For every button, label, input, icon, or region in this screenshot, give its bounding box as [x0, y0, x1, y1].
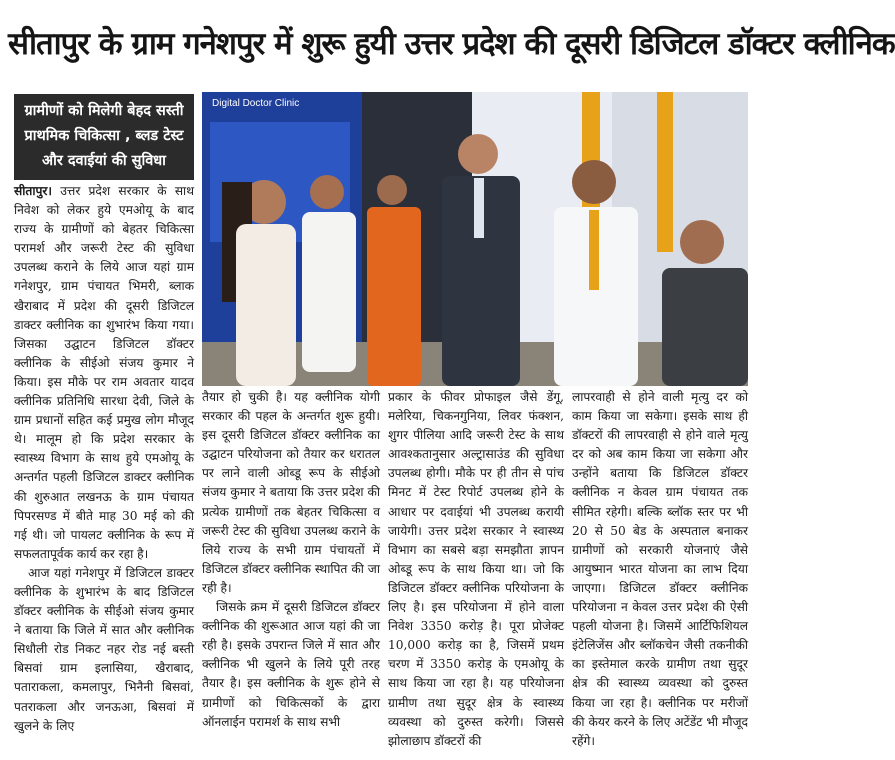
article-column-3	[388, 388, 564, 758]
article-text: उत्तर प्रदेश सरकार के साथ निवेश को लेकर हुये एमओयू के बाद राज्य के ग्रामीणों को बेहतर चिकित्सा परामर्श और जरूरी टेस्ट की सुविधा उपलब्ध कराने के लिये आज यहां ग्राम गनेशपुर, ग्राम पंचायत भिमरी, ब्लाक खैराबाद में प्रदेश की दूसरी डिजिटल डाक्टर क्लीनिक का शुभारंभ किया गया। जिसका उद्घाटन डिजिटल डॉक्टर क्लीनिक के सीईओ संजय कुमार ने किया। इस मौके पर राम अवतार यादव क्लीनिक प्रतिनिधि सारधा देवी, जिले के ग्राम प्रधानों सहित कई प्रमुख लोग मौजूद थे। मालूम हो कि प्रदेश सरकार के स्वास्थ्य विभाग के साथ हुये एमओयू के अन्तर्गत पहली डिजिटल डाक्टर क्लीनिक की शुरुआत लखनऊ के ग्राम पंचायत पिपरसण्ड में बीते माह 30 मई को की गई थी। जो पायलट क्लीनिक के रूप में सफलतापूर्वक कार्य कर रहा है।	[14, 184, 194, 561]
article-paragraph	[14, 182, 194, 564]
article-paragraph: आज यहां गनेशपुर में डिजिटल डाक्टर क्लीनिक के शुभारंभ के बाद डिजिटल डॉक्टर क्लीनिक के सीईओ संजय कुमार ने बताया कि जिले में सात और क्लीनिक सिधौली रोड निकट नहर रोड नई बस्ती बिसवां ग्राम इलासिया, खैराबाद, पताराकला, कमलापुर, भिनैनी बिसवां, पतराकला और जनऊआ, बिसवां में खुलने के लिए	[14, 565, 194, 733]
article-column-4	[572, 388, 748, 758]
photo-illustration	[202, 92, 748, 386]
article-column-2	[202, 388, 380, 758]
headline: सीतापुर के ग्राम गनेशपुर में शुरू हुयी उत्तर प्रदेश की दूसरी डिजिटल डॉक्टर क्लीनिक	[8, 26, 895, 62]
dateline: सीतापुर।	[14, 184, 53, 198]
article-paragraph: तैयार हो चुकी है। यह क्लीनिक योगी सरकार की पहल के अन्तर्गत शुरू हुयी। इस दूसरी डिजिटल डॉक्टर क्लीनिक का उद्घाटन परियोजना को तैयार कर धरातल पर लाने वाली ओब्डू रूप के सीईओ संजय कुमार ने बताया कि उत्तर प्रदेश की प्रत्येक ग्रामीणों तक बेहतर चिकित्सा व जरूरी टेस्ट की सुविधा उपलब्ध कराने के लिये राज्य के सभी ग्राम पंचायतों में डिजिटल डॉक्टर क्लीनिक स्थापित की जा रही है।	[202, 390, 380, 595]
photo-marigold-right	[657, 92, 673, 252]
article-column-1	[14, 182, 194, 758]
article-paragraph: प्रकार के फीवर प्रोफाइल जैसे डेंगू, मलेरिया, चिकनगुनिया, लिवर फंक्शन, शुगर पीलिया आदि जरूरी टेस्ट के साथ आवश्कतानुसार अल्ट्रासाउंड की सुविधा उपलब्ध होगी। मौके पर ही तीन से पांच मिनट में टेस्ट रिपोर्ट उपलब्ध होने के आधार पर दवाईयां भी उपलब्ध करायी जायेगी। उत्तर प्रदेश सरकार ने स्वास्थ्य विभाग का सबसे बड़ा समझौता ज्ञापन ओब्डू रूप के साथ किया था। जो कि डिजिटल डॉक्टर क्लीनिक परियोजना के लिए है। इस परियोजना में होने वाला निवेश 3350 करोड़ है। पूरा प्रोजेक्ट 10,000 करोड़ का है, जिसमें प्रथम चरण में 3350 करोड़ के एमओयू के साथ किया जा रहा है। यह परियोजना ग्रामीण तथा सुदूर क्षेत्र के स्वास्थ्य व्यवस्था को दुरुस्त करेगी। जिससे झोलाछाप डॉक्टरों की	[388, 390, 564, 748]
photo-sign-text: Digital Doctor Clinic	[212, 98, 300, 109]
news-photo	[202, 92, 748, 386]
article-paragraph: लापरवाही से होने वाली मृत्यु दर को काम किया जा सकेगा। इसके साथ ही डॉक्टरों की लापरवाही से होने वाले मृत्यु दर को अब काम किया जा सकेगा और उन्होंने बताया कि डिजिटल डॉक्टर क्लीनिक न केवल ग्राम पंचायत तक सीमित रहेगी। बल्कि ब्लॉक स्तर पर भी 20 से 50 बेड के अस्पताल बनाकर ग्रामीणों को सरकारी योजनाएं जैसे आयुष्मान भारत योजना का लाभ दिया जाएगा। डिजिटल डॉक्टर क्लीनिक परियोजना न केवल उत्तर प्रदेश की ऐसी पहली योजना है। जिसमें आर्टिफिशियल इंटेलिजेंस और ब्लॉकचेन जैसी तकनीकी का इस्तेमाल करके ग्रामीण तथा सुदूर क्षेत्र की स्वास्थ्य व्यवस्था को दुरुस्त किया जा रहा है। क्लीनिक पर मरीजों की केयर करने के लिए अटेंडेंट भी मौजूद रहेंगे।	[572, 390, 748, 748]
article-paragraph: जिसके क्रम में दूसरी डिजिटल डॉक्टर क्लीनिक की शुरूआत आज यहां की जा रही है। इसके उपरान्त जिले में सात और क्लीनिक भी खुलने के लिये पूरी तरह तैयार है। इस क्लीनिक के शुरू होने से ग्रामीणों को चिकित्सकों के द्वारा ऑनलाईन परामर्श के साथ सभी	[202, 600, 380, 729]
deck-box: ग्रामीणों को मिलेगी बेहद सस्ती प्राथमिक चिकित्सा , ब्लड टेस्ट और दवाईयां की सुविधा	[14, 94, 194, 180]
